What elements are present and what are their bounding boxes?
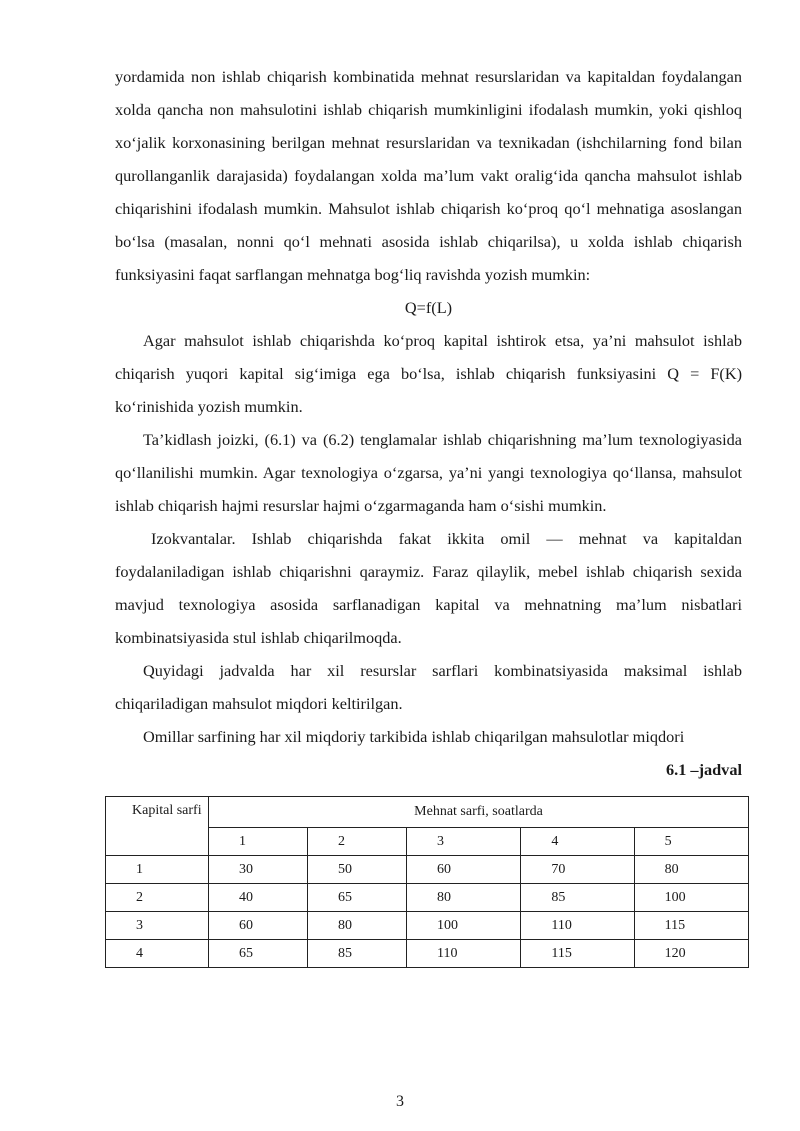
table-row: [106, 884, 749, 912]
table-row: [106, 856, 749, 884]
paragraph-6: Omillar sarfining har xil miqdoriy tarkibida ishlab chiqarilgan mahsulotlar miqdori: [143, 727, 685, 746]
formula: Q=f(L): [404, 298, 453, 317]
output-cell: 100: [634, 884, 748, 912]
capital-cell: 2: [106, 884, 209, 912]
output-cell: 30: [209, 856, 308, 884]
capital-cell: 1: [106, 856, 209, 884]
output-cell: 110: [406, 940, 520, 968]
capital-cell: 4: [106, 940, 209, 968]
paragraph-4: Izokvantalar. Ishlab chiqarishda fakat ikkita omil — mehnat va kapitaldan foydalaniladigan ishlab chiqarishni qaraymiz. Faraz qilaylik, mebel ishlab chiqarish sexida mavjud texnologiya asosida sarflanadigan kapital va mehnatning ma’lum nisbatlari kombinatsiyasida stul ishlab chiqarilmoqda.: [115, 529, 742, 647]
output-cell: 80: [634, 856, 748, 884]
output-cell: 40: [209, 884, 308, 912]
paragraph-2: Agar mahsulot ishlab chiqarishda ko‘proq kapital ishtirok etsa, ya’ni mahsulot ishlab chiqarish yuqori kapital sig‘imiga ega bo‘lsa, ishlab chiqarish funksiyasini Q = F(K) ko‘rinishida yozish mumkin.: [115, 331, 742, 416]
output-cell: 115: [521, 940, 634, 968]
output-cell: 120: [634, 940, 748, 968]
paragraph-5: Quyidagi jadvalda har xil resurslar sarflari kombinatsiyasida maksimal ishlab chiqariladigan mahsulot miqdori keltirilgan.: [115, 661, 742, 713]
labor-level: 4: [521, 828, 634, 856]
output-cell: 110: [521, 912, 634, 940]
output-cell: 80: [307, 912, 406, 940]
labor-level: 5: [634, 828, 748, 856]
labor-level: 3: [406, 828, 520, 856]
output-cell: 100: [406, 912, 520, 940]
output-cell: 115: [634, 912, 748, 940]
labor-header: Mehnat sarfi, soatlarda: [209, 797, 749, 828]
output-cell: 70: [521, 856, 634, 884]
labor-level: 2: [307, 828, 406, 856]
labor-level: 1: [209, 828, 308, 856]
table-caption: 6.1 –jadval: [666, 760, 742, 779]
page-number: 3: [396, 1093, 404, 1110]
output-cell: 85: [521, 884, 634, 912]
output-cell: 60: [209, 912, 308, 940]
output-cell: 50: [307, 856, 406, 884]
document-page: [115, 60, 742, 968]
table-row: [106, 912, 749, 940]
output-cell: 60: [406, 856, 520, 884]
capital-header: Kapital sarfi: [106, 797, 209, 856]
capital-cell: 3: [106, 912, 209, 940]
paragraph-3: Ta’kidlash joizki, (6.1) va (6.2) tenglamalar ishlab chiqarishning ma’lum texnologiyasida qo‘llanilishi mumkin. Agar texnologiya o‘zgarsa, ya’ni yangi texnologiya qo‘llansa, mahsulot ishlab chiqarish hajmi resurslar hajmi o‘zgarmaganda ham o‘sishi mumkin.: [115, 430, 742, 515]
table-row: [106, 940, 749, 968]
output-cell: 85: [307, 940, 406, 968]
output-cell: 65: [307, 884, 406, 912]
production-table: [105, 796, 749, 968]
output-cell: 80: [406, 884, 520, 912]
paragraph-1: yordamida non ishlab chiqarish kombinatida mehnat resurslaridan va kapitaldan foydalangan xolda qancha non mahsulotini ishlab chiqarish mumkinligini ifodalash mumkin, yoki qishloq xo‘jalik korxonasining berilgan mehnat resurslaridan va texnikadan (ishchilarning fond bilan qurollanganlik darajasida) foydalangan xolda ma’lum vakt oralig‘ida qancha mahsulot ishlab chiqarishini ifodalash mumkin. Mahsulot ishlab chiqarish ko‘proq qo‘l mehnatiga asoslangan bo‘lsa (masalan, nonni qo‘l mehnati asosida ishlab chiqarilsa), u xolda ishlab chiqarish funksiyasini faqat sarflangan mehnatga bog‘liq ravishda yozish mumkin:: [115, 67, 742, 284]
output-cell: 65: [209, 940, 308, 968]
table-header-row: [106, 797, 749, 828]
